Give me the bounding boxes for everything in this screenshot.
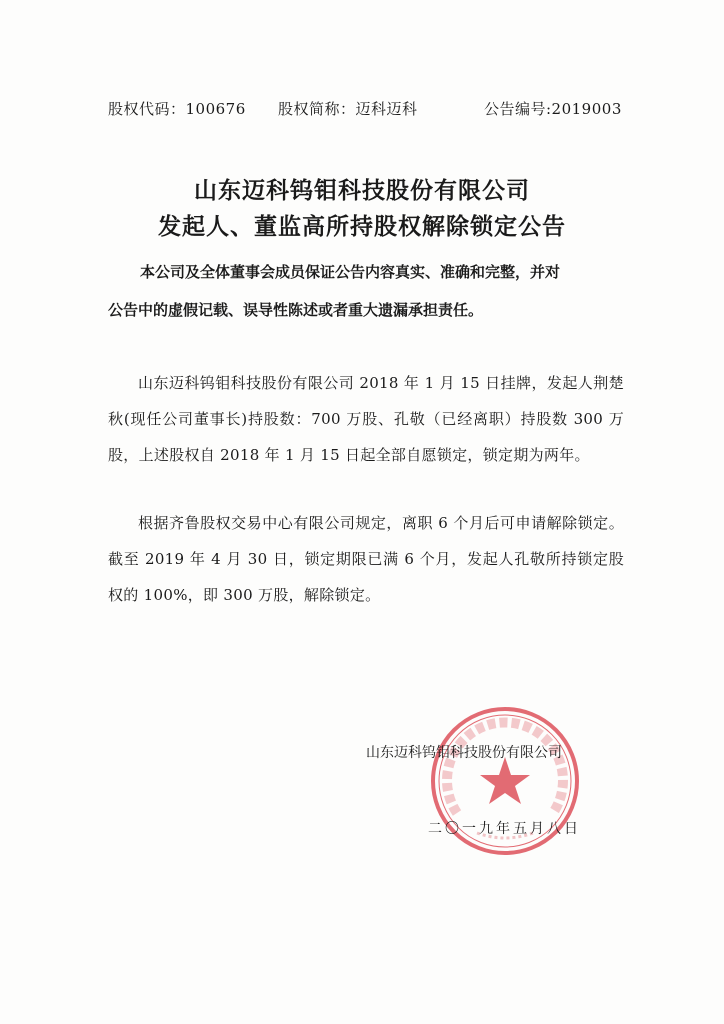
responsibility-statement-line2: 公告中的虚假记载、误导性陈述或者重大遗漏承担责任。: [108, 301, 484, 319]
announcement-title: 发起人、董监高所持股权解除锁定公告: [158, 214, 566, 240]
notice-header: [108, 98, 628, 122]
body-paragraph-lock-info: 山东迈科钨钼科技股份有限公司 2018 年 1 月 15 日挂牌，发起人荆楚秋(现任公司董事长)持股数：700 万股、孔敬（已经离职）持股数 300 万股，上述股权自 2018 年 1 月 15 日起全部自愿锁定，锁定期为两年。: [108, 374, 624, 464]
company-title: 山东迈科钨钼科技股份有限公司: [194, 178, 530, 204]
responsibility-statement-line1: 本公司及全体董事会成员保证公告内容真实、准确和完整，并对: [140, 263, 561, 281]
equity-code: 股权代码：100676: [108, 100, 246, 118]
equity-abbreviation: 股权简称：迈科迈科: [278, 100, 418, 118]
signature-company: 山东迈科钨钼科技股份有限公司: [366, 745, 562, 761]
signature-date: 二〇一九年五月八日: [428, 821, 581, 837]
body-paragraph-unlock-info: 根据齐鲁股权交易中心有限公司规定，离职 6 个月后可申请解除锁定。截至 2019 年 4 月 30 日，锁定期限已满 6 个月，发起人孔敬所持锁定股权的 100%，即 300 万股，解除锁定。: [108, 514, 624, 604]
notice-number: 公告编号:2019003: [484, 100, 622, 118]
